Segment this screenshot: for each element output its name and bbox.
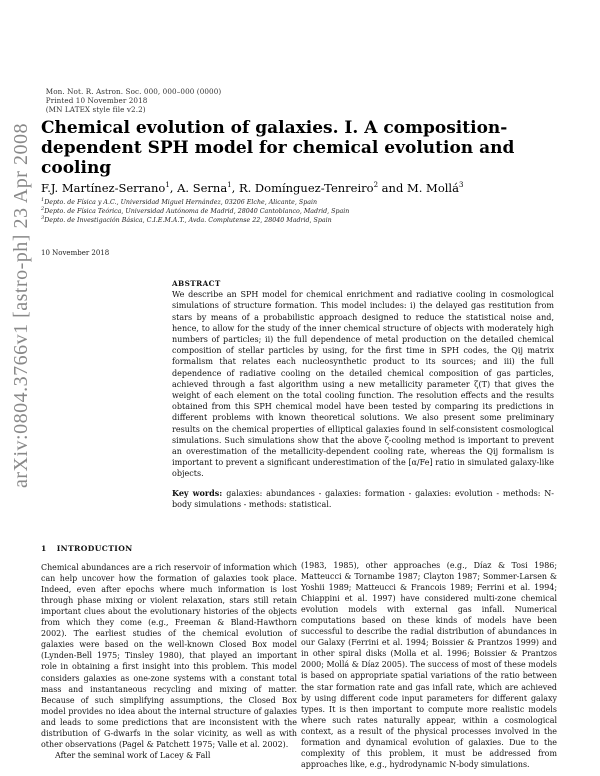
affiliation — [41, 215, 332, 224]
keywords — [172, 488, 554, 510]
journal-ref: Mon. Not. R. Astron. Soc. 000, 000–000 (0000) — [45, 87, 222, 96]
abstract-heading: ABSTRACT — [172, 279, 221, 288]
author-sep: , — [169, 181, 178, 195]
printed-date: Printed 10 November 2018 — [45, 96, 148, 105]
style-note: (MN LATEX style file v2.2) — [45, 105, 146, 114]
author-sep: and — [378, 181, 407, 195]
author: M. Mollá — [406, 181, 459, 195]
intro-paragraph: (1983, 1985), other approaches (e.g., Díaz & Tosi 1986; Matteucci & Tornambe 1987; Clayton 1987; Sommer-Larsen & Yoshii 1989; Matteucci & Francois 1989; Ferrini et al. 1994; Chiappini et al. 1997) have considered multi-zone chemical evolution models with external gas infall. Numerical computations based on these kinds of models have been successful to describe the radial distribution of abundances in our Galaxy (Ferrini et al. 1994; Boissier & Prantzos 1999) and in other spiral disks (Molla et al. 1996; Boissier & Prantzos 2000; Mollá & Díaz 2005). The success of most of these models is based on appropriate spatial variations of the ratio between the star formation rate and gas infall rate, which are achieved by using different code input parameters for different galaxy types. It is then important to compute more realistic models where such rates naturally appear, within a cosmological context, as a result of the physical processes involved in the formation and dynamical evolution of galaxies. Due to the complexity of this problem, it must be addressed from approaches like, e.g., hydrodynamic N-body simulations. — [301, 561, 557, 769]
author: F.J. Martínez-Serrano — [41, 181, 166, 195]
author-sup: 2 — [373, 181, 379, 190]
keywords-label: Key words: — [172, 488, 223, 498]
abstract — [172, 278, 554, 480]
author-list — [41, 181, 463, 195]
abstract-text: We describe an SPH model for chemical enrichment and radiative cooling in cosmological simulations of structure formation. This model includes: i) the delayed gas restitution from stars by means of a probabilistic approach designed to reduce the statistical noise and, hence, to allow for the study of the inner chemical structure of objects with moderately high numbers of particles; ii) the full dependence of metal production on the detailed chemical composition of stellar particles by using, for the first time in SPH codes, the Qij matrix formalism that relates each nucleosynthetic product to its sources; and iii) the full dependence of radiative cooling on the detailed chemical composition of gas particles, achieved through a fast algorithm using a new metallicity parameter ζ(T) that gives the weight of each element on the total cooling function. The resolution effects and the results obtained from this SPH chemical model have been tested by comparing its predictions in different problems with known theoretical solutions. We also present some preliminary results on the chemical properties of elliptical galaxies found in self-consistent cosmological simulations. Such simulations show that the above ζ-cooling method is important to prevent an overestimation of the metallicity-dependent cooling rate, whereas the Qij formalism is important to prevent a significant underestimation of the [α/Fe] ratio in simulated galaxy-like objects. — [172, 290, 554, 479]
author: R. Domínguez-Tenreiro — [238, 181, 374, 195]
section-title: INTRODUCTION — [56, 544, 133, 553]
left-column — [41, 543, 297, 761]
arxiv-stamp: arXiv:0804.3766v1 [astro-ph] 23 Apr 2008 — [10, 123, 32, 488]
author-sup: 3 — [458, 181, 464, 190]
section-heading — [41, 543, 297, 554]
affiliation-sup: 1 — [41, 197, 45, 203]
intro-paragraph: Chemical abundances are a rich reservoir of information which can help uncover how the formation of galaxies took place. Indeed, even after epochs where much information is lost through phase mixing or violent relaxation, stars still retain important clues about the evolutionary histories of the objects from which they come (e.g., Freeman & Bland-Hawthorn 2002). The earliest studies of the chemical evolution of galaxies were based on the well-known Closed Box model (Lynden-Bell 1975; Tinsley 1980), that played an important role in obtaining a first insight into this problem. This model considers galaxies as one-zone systems with a constant total mass and instantaneous recycling and mixing of matter. Because of such simplifying assumptions, the Closed Box model provides no idea about the internal structure of galaxies and leads to some predictions that are inconsistent with the distribution of G-dwarfs in the solar vicinity, as well as with other observations (Pagel & Patchett 1975; Valle et al. 2002). — [41, 563, 297, 749]
keywords-text: galaxies: abundances - galaxies: formation - galaxies: evolution - methods: N-body simulations - methods: statistical. — [172, 489, 555, 510]
author-sup: 1 — [227, 181, 232, 190]
affiliation-sup: 2 — [41, 206, 45, 212]
paper-title: Chemical evolution of galaxies. I. A composition-dependent SPH model for chemical evolution and cooling — [41, 118, 515, 178]
right-column — [301, 560, 557, 770]
intro-paragraph: After the seminal work of Lacey & Fall — [55, 750, 211, 760]
author-sup: 1 — [165, 181, 170, 190]
section-number: 1 — [41, 544, 47, 553]
affiliation-text: Depto. de Física Teórica, Universidad Autónoma de Madrid, 28040 Cantoblanco, Madrid, Spain — [44, 208, 350, 216]
running-header — [41, 78, 235, 114]
affiliation-text: Depto. de Investigación Básica, C.I.E.M.A.T., Avda. Complutense 22, 28040 Madrid, Spain — [44, 217, 332, 225]
affiliation — [41, 197, 317, 206]
affiliation — [41, 206, 349, 215]
author-sep: , — [231, 181, 239, 195]
submission-date: 10 November 2018 — [41, 249, 110, 257]
author: A. Serna — [177, 181, 228, 195]
affiliation-sup: 3 — [41, 215, 45, 221]
affiliation-text: Depto. de Física y A.C., Universidad Miguel Hernández, 03206 Elche, Alicante, Spain — [44, 199, 318, 207]
